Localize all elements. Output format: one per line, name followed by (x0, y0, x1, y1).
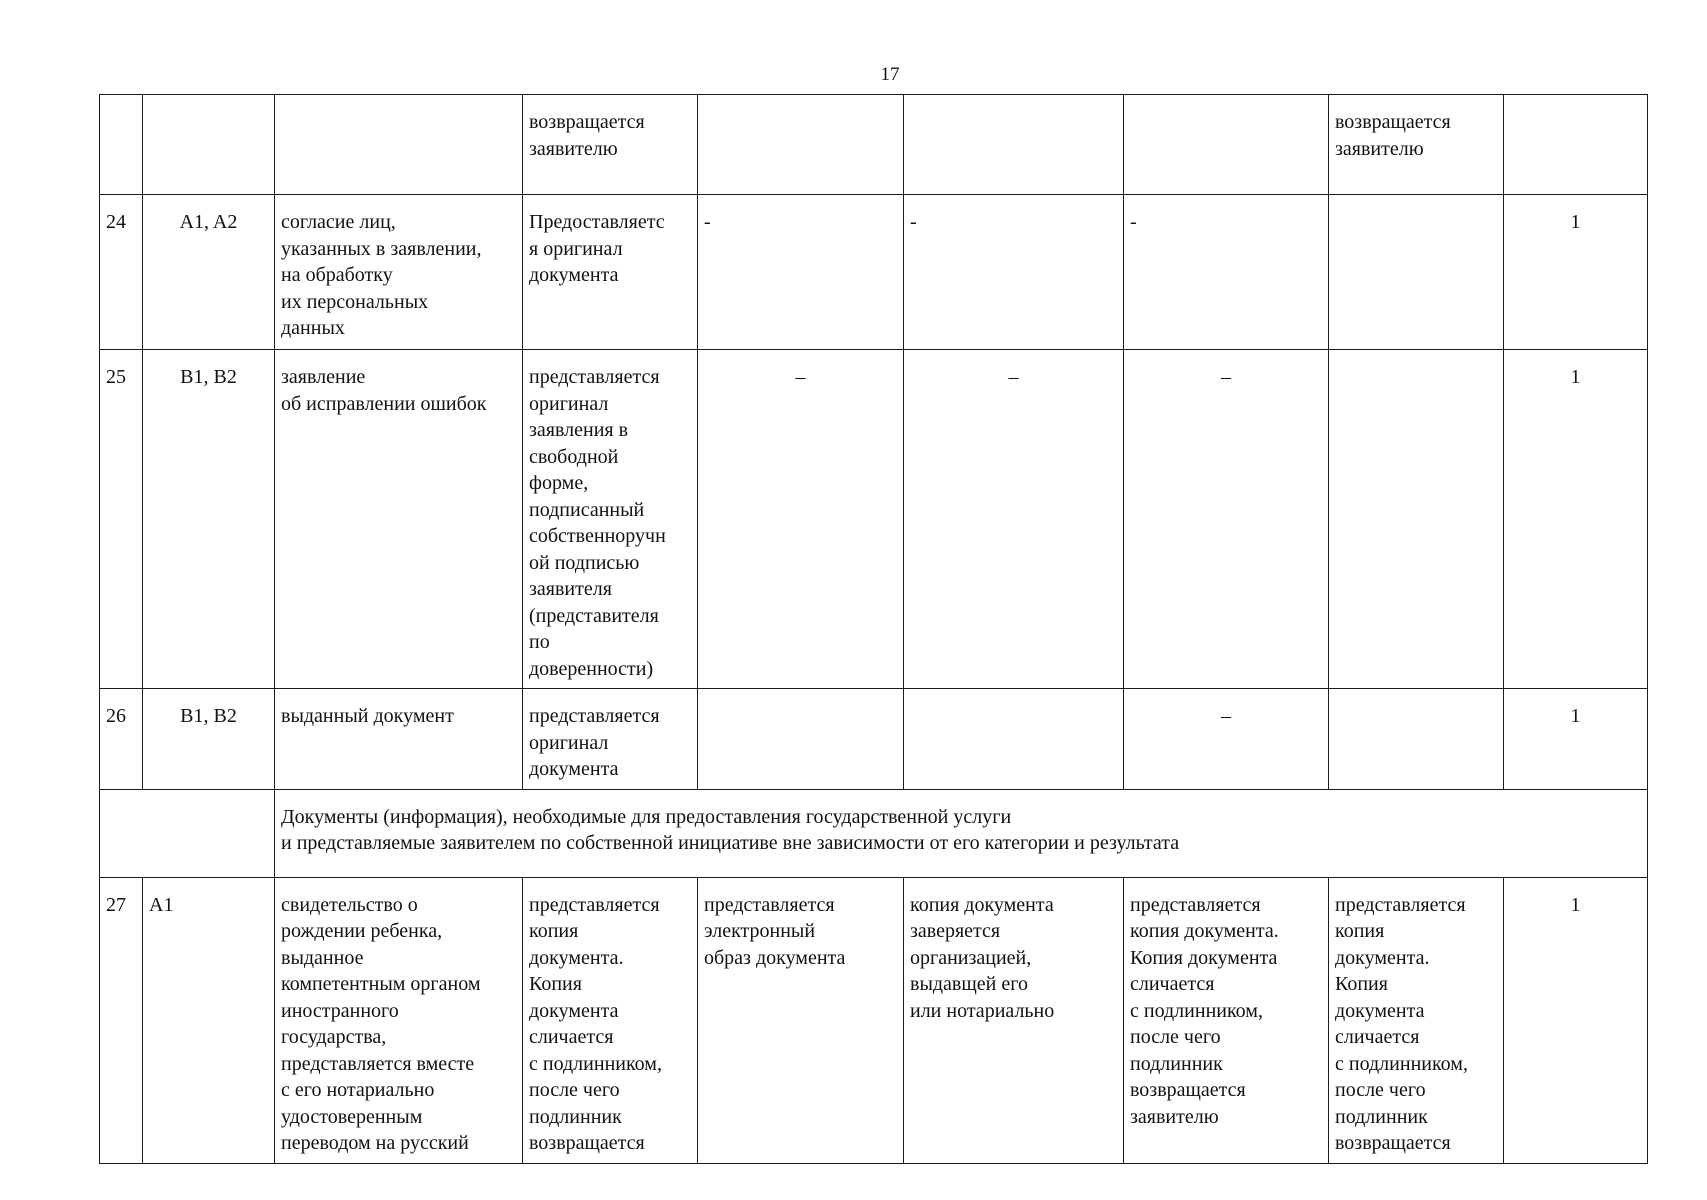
applicant-category: A1, A2 (143, 195, 275, 350)
applicant-category: A1 (143, 877, 275, 1163)
cell-col8 (1329, 689, 1504, 790)
cell-col5 (698, 689, 904, 790)
cell-col6: - (904, 195, 1124, 350)
submission-requirement: представляется оригинал заявления в свободной форме, подписанный собственноручн ой подписью заявителя (представителя по доверенности) (523, 350, 698, 689)
cell-col9: 1 (1504, 877, 1648, 1163)
document-name (275, 95, 523, 195)
row-number: 25 (100, 350, 143, 689)
cell-col6: копия документа заверяется организацией, выдавщей его или нотариально (904, 877, 1124, 1163)
section-heading: Документы (информация), необходимые для предоставления государственной услуги и представляемые заявителем по собственной инициативе вне зависимости от его категории и результата (275, 789, 1648, 877)
cell-col7: – (1124, 689, 1329, 790)
submission-requirement: представляется оригинал документа (523, 689, 698, 790)
cell-col5: представляется электронный образ документа (698, 877, 904, 1163)
section-heading-row (100, 789, 1648, 877)
cell-col8 (1329, 350, 1504, 689)
cell-col5: – (698, 350, 904, 689)
submission-requirement: Предоставляетс я оригинал документа (523, 195, 698, 350)
cell-col9 (1504, 95, 1648, 195)
submission-requirement: представляется копия документа. Копия документа сличается с подлинником, после чего подлинник возвращается (523, 877, 698, 1163)
cell-col8 (1329, 195, 1504, 350)
documents-table (99, 94, 1648, 1164)
applicant-category: B1, B2 (143, 689, 275, 790)
row-number: 27 (100, 877, 143, 1163)
page-number: 17 (880, 64, 900, 85)
submission-requirement: возвращается заявителю (523, 95, 698, 195)
document-name: заявление об исправлении ошибок (275, 350, 523, 689)
cell-col9: 1 (1504, 350, 1648, 689)
cell-col7 (1124, 95, 1329, 195)
cell-col6 (904, 689, 1124, 790)
cell-col9: 1 (1504, 195, 1648, 350)
document-name: выданный документ (275, 689, 523, 790)
row-number (100, 95, 143, 195)
applicant-category: B1, B2 (143, 350, 275, 689)
cell-col5: - (698, 195, 904, 350)
cell-col6 (904, 95, 1124, 195)
section-heading-spacer (100, 789, 275, 877)
document-name: согласие лиц, указанных в заявлении, на обработку их персональных данных (275, 195, 523, 350)
cell-col9: 1 (1504, 689, 1648, 790)
cell-col7: – (1124, 350, 1329, 689)
table-row (100, 95, 1648, 195)
cell-col8: возвращается заявителю (1329, 95, 1504, 195)
row-number: 26 (100, 689, 143, 790)
applicant-category (143, 95, 275, 195)
cell-col6: – (904, 350, 1124, 689)
table-row (100, 877, 1648, 1163)
row-number: 24 (100, 195, 143, 350)
table-row (100, 195, 1648, 350)
cell-col7: - (1124, 195, 1329, 350)
table-row (100, 689, 1648, 790)
table-row (100, 350, 1648, 689)
cell-col8: представляется копия документа. Копия документа сличается с подлинником, после чего подлинник возвращается (1329, 877, 1504, 1163)
cell-col5 (698, 95, 904, 195)
cell-col7: представляется копия документа. Копия документа сличается с подлинником, после чего подлинник возвращается заявителю (1124, 877, 1329, 1163)
document-name: свидетельство о рождении ребенка, выданное компетентным органом иностранного государства, представляется вместе с его нотариально удостоверенным переводом на русский (275, 877, 523, 1163)
